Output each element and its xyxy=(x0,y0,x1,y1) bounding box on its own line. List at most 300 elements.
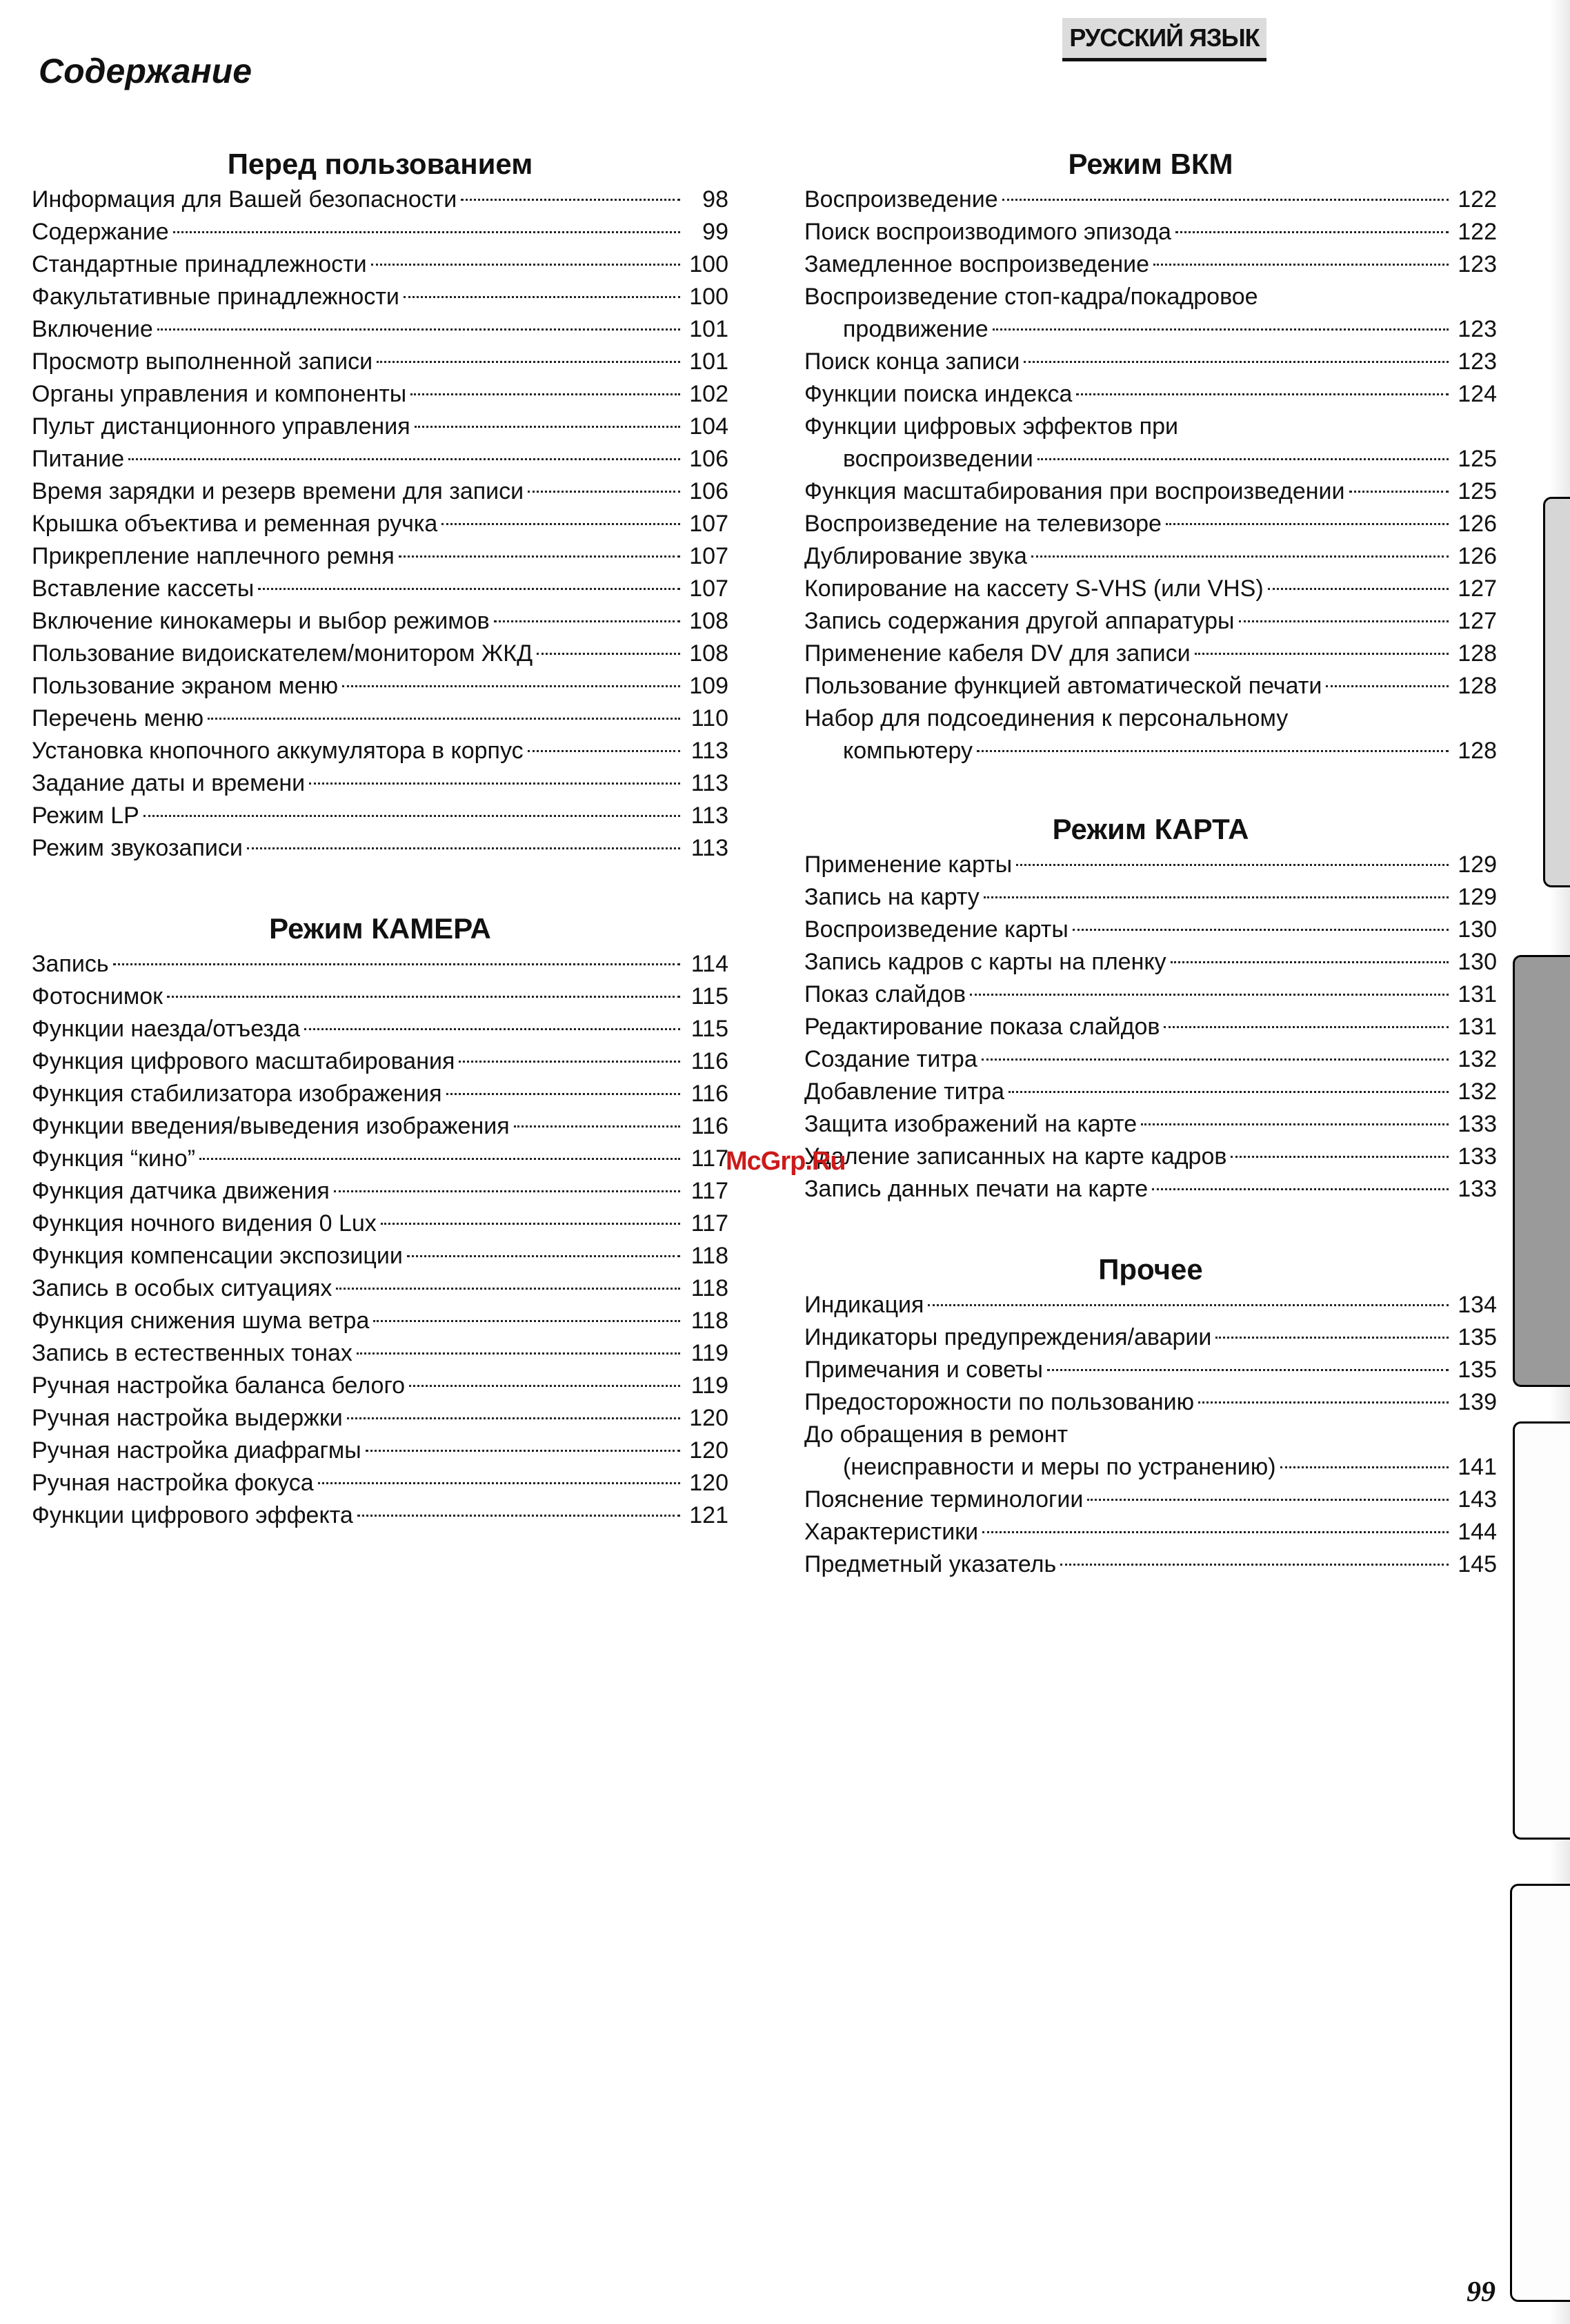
toc-entry-label-first-line: Набор для подсоединения к персональному xyxy=(804,705,1289,731)
dot-leader xyxy=(377,361,680,363)
toc-entry-label: Пользование функцией автоматической печати xyxy=(804,673,1322,699)
toc-entry-label: Функция снижения шума ветра xyxy=(32,1308,370,1334)
toc-entry-page: 113 xyxy=(690,835,728,861)
toc-entry-page: 128 xyxy=(1458,640,1497,667)
toc-entry-label: Включение кинокамеры и выбор режимов xyxy=(32,608,490,634)
section-title: Режим КАМЕРА xyxy=(269,912,491,945)
dot-leader xyxy=(993,328,1449,331)
toc-entry-label: Запись xyxy=(32,951,109,977)
toc-entry-label: Запись данных печати на карте xyxy=(804,1176,1149,1202)
toc-entry-page: 98 xyxy=(702,186,728,213)
dot-leader xyxy=(1349,491,1449,493)
dot-leader xyxy=(247,847,680,849)
toc-entry-label: Задание даты и времени xyxy=(32,770,306,796)
dot-leader xyxy=(1002,199,1449,201)
toc-entry xyxy=(804,1141,1497,1173)
dot-leader xyxy=(459,1061,680,1063)
toc-entry-label-first-line: До обращения в ремонт xyxy=(804,1421,1069,1448)
toc-entry xyxy=(804,946,1497,978)
toc-entry xyxy=(804,573,1497,605)
toc-entry-page: 115 xyxy=(690,983,728,1010)
dot-leader xyxy=(415,426,680,428)
toc-entry xyxy=(804,248,1497,281)
toc-entry-label: Запись на карту xyxy=(804,884,980,910)
toc-entry-label-first-line: Функции цифровых эффектов при xyxy=(804,413,1178,440)
dot-leader xyxy=(970,994,1449,996)
toc-entry-label: воспроизведении xyxy=(843,446,1033,472)
dot-leader xyxy=(208,718,680,720)
toc-entry-page: 113 xyxy=(690,802,728,829)
toc-entry-label: Включение xyxy=(32,316,153,342)
page-number: 99 xyxy=(1467,2276,1496,2308)
toc-entry xyxy=(804,849,1497,881)
toc-entry-page: 127 xyxy=(1458,575,1497,602)
dot-leader xyxy=(1215,1337,1449,1339)
toc-entry-label: Индикаторы предупреждения/аварии xyxy=(804,1324,1212,1350)
dot-leader xyxy=(977,750,1449,752)
toc-entry-label: Функция цифрового масштабирования xyxy=(32,1048,455,1074)
toc-entry-page: 117 xyxy=(690,1178,728,1204)
toc-entry-label: Запись в особых ситуациях xyxy=(32,1275,332,1301)
toc-entry-label: Пользование видоискателем/монитором ЖКД xyxy=(32,640,533,667)
dot-leader xyxy=(1198,1401,1449,1404)
dot-leader xyxy=(982,1058,1449,1061)
toc-entry-page: 120 xyxy=(689,1405,728,1431)
dot-leader xyxy=(342,685,680,687)
toc-entry xyxy=(32,1110,728,1143)
section-title: Прочее xyxy=(1098,1253,1203,1286)
toc-entry xyxy=(32,981,728,1013)
dot-leader xyxy=(446,1093,680,1095)
dot-leader xyxy=(1031,555,1449,558)
dot-leader xyxy=(1239,620,1449,622)
toc-entries xyxy=(804,184,1497,767)
dot-leader xyxy=(373,1320,680,1322)
toc-entry-label: Ручная настройка баланса белого xyxy=(32,1372,406,1399)
toc-entry-page: 108 xyxy=(689,608,728,634)
toc-entry-page: 115 xyxy=(690,1016,728,1042)
dot-leader xyxy=(1152,1188,1449,1190)
toc-entry-label: Редактирование показа слайдов xyxy=(804,1014,1160,1040)
dot-leader xyxy=(1076,393,1449,395)
toc-entry-label: Вставление кассеты xyxy=(32,575,255,602)
toc-entry-label: Характеристики xyxy=(804,1519,979,1545)
toc-entry-page: 132 xyxy=(1458,1046,1497,1072)
toc-entry-page: 119 xyxy=(690,1372,728,1399)
dot-leader xyxy=(157,328,680,331)
toc-entry-page: 139 xyxy=(1458,1389,1497,1415)
toc-entry-label: Установка кнопочного аккумулятора в корпус xyxy=(32,738,524,764)
dot-leader xyxy=(334,1190,680,1192)
toc-entry-label: Функция стабилизатора изображения xyxy=(32,1081,442,1107)
toc-entry xyxy=(32,605,728,638)
toc-entry xyxy=(32,767,728,800)
toc-entry-page: 124 xyxy=(1458,381,1497,407)
dot-leader xyxy=(371,264,680,266)
toc-entry xyxy=(804,1386,1497,1419)
toc-section-before-use xyxy=(32,145,728,865)
toc-entry-page: 107 xyxy=(689,511,728,537)
toc-entry xyxy=(804,508,1497,540)
dot-leader xyxy=(1166,523,1449,525)
toc-entry-page: 117 xyxy=(690,1210,728,1237)
dot-leader xyxy=(984,896,1449,898)
toc-entry-page: 120 xyxy=(689,1470,728,1496)
toc-entry-label: Ручная настройка выдержки xyxy=(32,1405,343,1431)
toc-entry-page: 122 xyxy=(1458,186,1497,213)
toc-entry-label: Поиск конца записи xyxy=(804,348,1020,375)
toc-entry-label: Функция ночного видения 0 Lux xyxy=(32,1210,377,1237)
toc-entry-label: Органы управления и компоненты xyxy=(32,381,407,407)
toc-entry-page: 113 xyxy=(690,770,728,796)
dot-leader xyxy=(928,1304,1449,1306)
toc-entry-label: Предосторожности по пользованию xyxy=(804,1389,1195,1415)
toc-entry-label: Запись в естественных тонах xyxy=(32,1340,352,1366)
dot-leader xyxy=(1087,1499,1449,1501)
toc-entry xyxy=(32,508,728,540)
dot-leader xyxy=(1171,961,1449,963)
toc-entry xyxy=(804,475,1497,508)
section-title: Режим ВКМ xyxy=(1068,148,1233,180)
toc-entry-label: Функция датчика движения xyxy=(32,1178,330,1204)
toc-entry-page: 116 xyxy=(690,1113,728,1139)
toc-entry xyxy=(32,832,728,865)
toc-entry xyxy=(804,443,1497,475)
toc-entry xyxy=(804,1321,1497,1354)
watermark-text: McGrp.Ru xyxy=(726,1147,846,1176)
toc-entry xyxy=(804,216,1497,248)
toc-entry-page: 106 xyxy=(689,446,728,472)
toc-entry-page: 129 xyxy=(1458,884,1497,910)
toc-entry-page: 118 xyxy=(690,1275,728,1301)
toc-entry xyxy=(32,670,728,702)
section-title: Перед пользованием xyxy=(227,148,533,180)
toc-entry-label: Копирование на кассету S-VHS (или VHS) xyxy=(804,575,1264,602)
toc-entry xyxy=(32,1402,728,1435)
toc-entry xyxy=(32,184,728,216)
toc-entry-label: Поиск воспроизводимого эпизода xyxy=(804,219,1171,245)
toc-entry-label: Функция масштабирования при воспроизведении xyxy=(804,478,1345,504)
toc-entry-label: Ручная настройка фокуса xyxy=(32,1470,314,1496)
toc-entry-page: 130 xyxy=(1458,949,1497,975)
toc-entry-label: Перечень меню xyxy=(32,705,204,731)
toc-entry-label: продвижение xyxy=(843,316,988,342)
toc-entry xyxy=(804,1548,1497,1581)
dot-leader xyxy=(399,555,680,558)
toc-entry-page: 123 xyxy=(1458,348,1497,375)
toc-entry-label: Факультативные принадлежности xyxy=(32,284,399,310)
dot-leader xyxy=(537,653,680,655)
toc-entry xyxy=(804,735,1497,767)
dot-leader xyxy=(304,1028,680,1030)
dot-leader xyxy=(318,1482,680,1484)
toc-entry-label: Запись содержания другой аппаратуры xyxy=(804,608,1235,634)
dot-leader xyxy=(143,815,680,817)
toc-entry xyxy=(32,800,728,832)
toc-entry-page: 119 xyxy=(690,1340,728,1366)
dot-leader xyxy=(1175,231,1449,233)
toc-entry-page: 116 xyxy=(690,1081,728,1107)
toc-entry-label-first-line: Воспроизведение стоп-кадра/покадровое xyxy=(804,284,1258,310)
toc-entry xyxy=(804,670,1497,702)
toc-entry-label: Информация для Вашей безопасности xyxy=(32,186,457,213)
toc-entry-page: 133 xyxy=(1458,1143,1497,1170)
toc-entry-label: Содержание xyxy=(32,219,169,245)
toc-entry xyxy=(32,1370,728,1402)
toc-entry xyxy=(804,605,1497,638)
toc-entry xyxy=(32,475,728,508)
toc-entry-page: 110 xyxy=(690,705,728,731)
dot-leader xyxy=(1164,1026,1449,1028)
dot-leader xyxy=(381,1223,680,1225)
toc-entry-page: 135 xyxy=(1458,1357,1497,1383)
toc-entry xyxy=(804,881,1497,914)
toc-entry-page: 121 xyxy=(689,1502,728,1528)
toc-entry xyxy=(32,1337,728,1370)
toc-entry xyxy=(32,378,728,411)
toc-entry-page: 127 xyxy=(1458,608,1497,634)
toc-entry xyxy=(804,1289,1497,1321)
toc-entry-label: Время зарядки и резерв времени для записи xyxy=(32,478,524,504)
dot-leader xyxy=(347,1417,680,1419)
edge-tab-3 xyxy=(1513,1421,1570,1840)
toc-entry xyxy=(32,346,728,378)
dot-leader xyxy=(1073,929,1449,931)
dot-leader xyxy=(1008,1091,1449,1093)
toc-entry-page: 99 xyxy=(702,219,728,245)
dot-leader xyxy=(167,996,680,998)
dot-leader xyxy=(366,1450,680,1452)
toc-entries xyxy=(804,1289,1497,1581)
toc-entry-label: Воспроизведение на телевизоре xyxy=(804,511,1162,537)
toc-entry xyxy=(32,1240,728,1272)
edge-tab-4 xyxy=(1510,1884,1570,2302)
toc-entry xyxy=(32,948,728,981)
toc-section-vcr-mode xyxy=(804,145,1497,767)
dot-leader xyxy=(173,231,680,233)
toc-entry-page: 132 xyxy=(1458,1079,1497,1105)
dot-leader xyxy=(1326,685,1449,687)
toc-entry-page: 125 xyxy=(1458,478,1497,504)
toc-entry-label: Применение карты xyxy=(804,851,1013,878)
toc-entry-page: 109 xyxy=(689,673,728,699)
toc-entry xyxy=(32,216,728,248)
dot-leader xyxy=(357,1515,680,1517)
toc-entry-label: Режим звукозаписи xyxy=(32,835,243,861)
dot-leader xyxy=(1016,864,1449,866)
toc-entry-multiline xyxy=(804,281,1497,346)
language-tab: РУССКИЙ ЯЗЫК xyxy=(1062,18,1266,61)
toc-entry xyxy=(32,313,728,346)
toc-entries xyxy=(32,184,728,865)
toc-entry xyxy=(804,313,1497,346)
toc-entry xyxy=(804,1173,1497,1205)
toc-entry-page: 123 xyxy=(1458,316,1497,342)
dot-leader xyxy=(1024,361,1449,363)
dot-leader xyxy=(309,782,680,785)
toc-entry-page: 107 xyxy=(689,575,728,602)
toc-section-camera-mode xyxy=(32,909,728,1532)
dot-leader xyxy=(982,1531,1449,1533)
toc-entry xyxy=(32,540,728,573)
toc-entry-label: Показ слайдов xyxy=(804,981,966,1007)
toc-entry xyxy=(32,1305,728,1337)
toc-entry-page: 123 xyxy=(1458,251,1497,277)
toc-entry-label: Просмотр выполненной записи xyxy=(32,348,373,375)
toc-entry-page: 133 xyxy=(1458,1111,1497,1137)
dot-leader xyxy=(1268,588,1449,590)
toc-entry-page: 126 xyxy=(1458,511,1497,537)
dot-leader xyxy=(1280,1466,1449,1468)
toc-entry-page: 120 xyxy=(689,1437,728,1464)
toc-entry-label: Прикрепление наплечного ремня xyxy=(32,543,395,569)
toc-entry xyxy=(32,735,728,767)
toc-entry xyxy=(804,1354,1497,1386)
dot-leader xyxy=(407,1255,680,1257)
toc-entry-page: 100 xyxy=(689,251,728,277)
toc-entry-label: Функция компенсации экспозиции xyxy=(32,1243,403,1269)
dot-leader xyxy=(258,588,680,590)
dot-leader xyxy=(1141,1123,1449,1125)
toc-entry-label: компьютеру xyxy=(843,738,973,764)
toc-entry-label: Функции введения/выведения изображения xyxy=(32,1113,510,1139)
toc-entry-page: 125 xyxy=(1458,446,1497,472)
toc-entry-label: Дублирование звука xyxy=(804,543,1027,569)
toc-entry-label: Пользование экраном меню xyxy=(32,673,339,699)
toc-entry xyxy=(32,248,728,281)
toc-entry-multiline xyxy=(804,702,1497,767)
dot-leader xyxy=(461,199,680,201)
toc-entry-label: Добавление титра xyxy=(804,1079,1005,1105)
toc-entry-label: Функции наезда/отъезда xyxy=(32,1016,301,1042)
toc-entry xyxy=(32,1467,728,1499)
toc-entry xyxy=(32,702,728,735)
toc-entry xyxy=(32,1272,728,1305)
toc-entry-page: 128 xyxy=(1458,738,1497,764)
toc-entry xyxy=(804,978,1497,1011)
toc-entry xyxy=(804,1516,1497,1548)
toc-entry-page: 143 xyxy=(1458,1486,1497,1513)
toc-entry-label: Стандартные принадлежности xyxy=(32,251,367,277)
dot-leader xyxy=(1060,1564,1449,1566)
toc-entry-label: Защита изображений на карте xyxy=(804,1111,1137,1137)
dot-leader xyxy=(199,1158,680,1160)
dot-leader xyxy=(357,1352,680,1355)
dot-leader xyxy=(514,1125,680,1127)
toc-entry-page: 106 xyxy=(689,478,728,504)
toc-entry-page: 108 xyxy=(689,640,728,667)
toc-entry-page: 133 xyxy=(1458,1176,1497,1202)
dot-leader xyxy=(336,1288,680,1290)
toc-entry-page: 122 xyxy=(1458,219,1497,245)
toc-entry-page: 116 xyxy=(690,1048,728,1074)
toc-entry-label: Предметный указатель xyxy=(804,1551,1057,1577)
toc-entry-page: 114 xyxy=(690,951,728,977)
dot-leader xyxy=(528,750,680,752)
toc-entry xyxy=(32,281,728,313)
toc-entry-label: Запись кадров с карты на пленку xyxy=(804,949,1166,975)
toc-entry-page: 118 xyxy=(690,1308,728,1334)
toc-entry-page: 113 xyxy=(690,738,728,764)
dot-leader xyxy=(128,458,680,460)
page-title: Содержание xyxy=(39,52,252,90)
toc-entry xyxy=(32,1499,728,1532)
toc-entry xyxy=(804,1076,1497,1108)
toc-entry-page: 128 xyxy=(1458,673,1497,699)
toc-entry-page: 107 xyxy=(689,543,728,569)
toc-entry-page: 134 xyxy=(1458,1292,1497,1318)
toc-entry xyxy=(32,573,728,605)
toc-entry-page: 104 xyxy=(689,413,728,440)
toc-entry-label: Функция “кино” xyxy=(32,1145,196,1172)
toc-entry-multiline xyxy=(804,1419,1497,1484)
toc-entry xyxy=(32,1045,728,1078)
dot-leader xyxy=(494,620,680,622)
toc-entry-label: Режим LP xyxy=(32,802,139,829)
dot-leader xyxy=(404,296,680,298)
toc-entry-label: Индикация xyxy=(804,1292,924,1318)
toc-entry xyxy=(32,1435,728,1467)
toc-entry xyxy=(804,1108,1497,1141)
dot-leader xyxy=(1153,264,1449,266)
toc-entry-label: Фотоснимок xyxy=(32,983,163,1010)
toc-entry-label: Функции поиска индекса xyxy=(804,381,1073,407)
edge-tab-1 xyxy=(1543,497,1570,887)
toc-entry-page: 118 xyxy=(690,1243,728,1269)
toc-entry-page: 131 xyxy=(1458,1014,1497,1040)
toc-entry-label: Крышка объектива и ременная ручка xyxy=(32,511,438,537)
toc-entry xyxy=(804,346,1497,378)
toc-entry-label: Примечания и советы xyxy=(804,1357,1043,1383)
dot-leader xyxy=(528,491,680,493)
toc-entry-page: 129 xyxy=(1458,851,1497,878)
toc-entry-label: Воспроизведение карты xyxy=(804,916,1069,943)
toc-entry-label: Пульт дистанционного управления xyxy=(32,413,410,440)
toc-entry xyxy=(32,1208,728,1240)
toc-entry xyxy=(804,1451,1497,1484)
toc-section-other xyxy=(804,1250,1497,1581)
toc-entry-multiline xyxy=(804,411,1497,475)
toc-entry xyxy=(32,443,728,475)
toc-entry-label: Удаление записанных на карте кадров xyxy=(804,1143,1227,1170)
toc-entry-label: Создание титра xyxy=(804,1046,977,1072)
dot-leader xyxy=(410,393,680,395)
toc-entry xyxy=(804,540,1497,573)
dot-leader xyxy=(1047,1369,1449,1371)
toc-section-card-mode xyxy=(804,810,1497,1205)
section-title: Режим КАРТА xyxy=(1052,813,1249,845)
toc-entry xyxy=(32,1078,728,1110)
toc-entry-label: Ручная настройка диафрагмы xyxy=(32,1437,361,1464)
dot-leader xyxy=(1231,1156,1449,1158)
dot-leader xyxy=(113,963,680,965)
toc-entry xyxy=(804,184,1497,216)
toc-entry-page: 101 xyxy=(689,348,728,375)
dot-leader xyxy=(409,1385,680,1387)
toc-entry-label: Применение кабеля DV для записи xyxy=(804,640,1191,667)
toc-entry xyxy=(32,411,728,443)
toc-entries xyxy=(804,849,1497,1205)
dot-leader xyxy=(1037,458,1449,460)
toc-entry-label: Пояснение терминологии xyxy=(804,1486,1084,1513)
toc-entry-label: Замедленное воспроизведение xyxy=(804,251,1150,277)
toc-entry-page: 145 xyxy=(1458,1551,1497,1577)
toc-entry-page: 102 xyxy=(689,381,728,407)
toc-entry xyxy=(804,1484,1497,1516)
toc-entry-label: Питание xyxy=(32,446,125,472)
toc-entry-label: (неисправности и меры по устранению) xyxy=(843,1454,1276,1480)
toc-entry-page: 100 xyxy=(689,284,728,310)
